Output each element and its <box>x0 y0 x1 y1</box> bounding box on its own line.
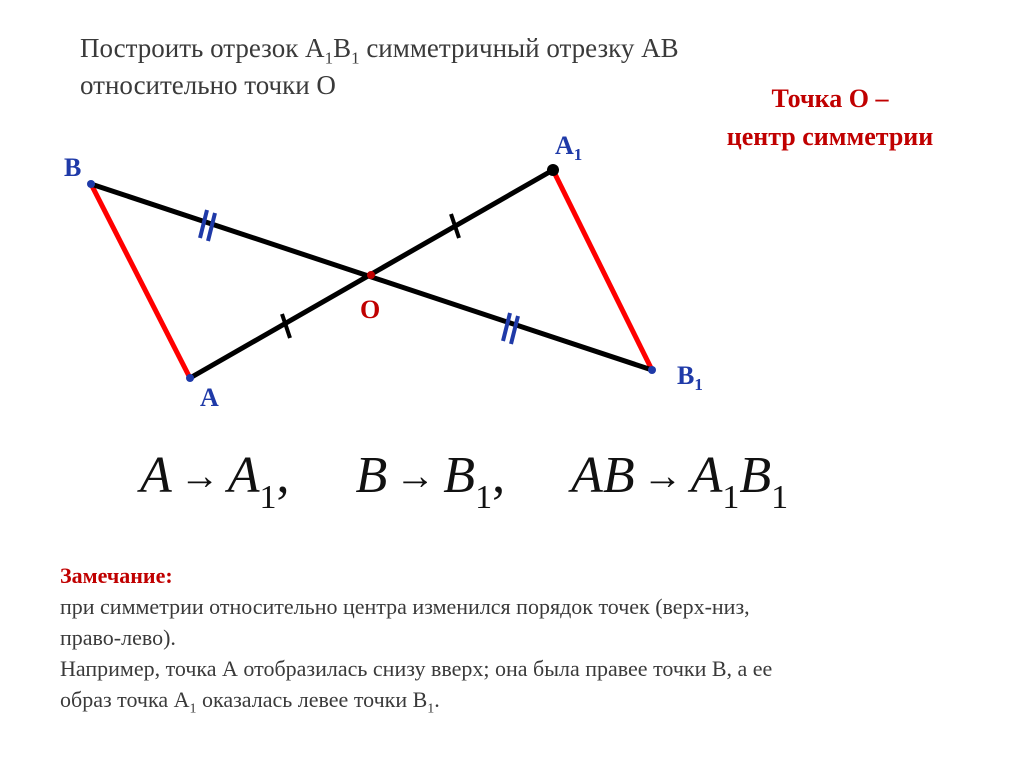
formula-comma: , <box>492 447 506 504</box>
label-a: A <box>200 383 219 412</box>
label-b1: $B_1$ <box>677 361 703 394</box>
double-tick-mark <box>503 313 510 341</box>
label-b: B <box>64 153 82 182</box>
remark-line: право-лево). <box>60 625 176 650</box>
label-o: O <box>360 295 381 324</box>
formula-symbol: A <box>227 447 260 504</box>
center-note-line-2: центр симметрии <box>726 122 934 151</box>
remark-line <box>60 684 1000 715</box>
formula-symbol: A <box>140 447 172 504</box>
task-subscript: 1 <box>351 48 360 68</box>
task-text: симметричный отрезку AB <box>359 33 679 63</box>
formula-subscript: 1 <box>475 479 493 516</box>
remark-line: Например, точка А отобразилась снизу вверх; она была правее точки В, а ее <box>60 656 773 681</box>
point-a <box>186 374 194 382</box>
task-subscript: 1 <box>324 48 334 68</box>
point-a1 <box>547 164 559 176</box>
remark-block <box>60 560 1000 715</box>
mapping-formula <box>140 446 940 526</box>
task-line-2: относительно точки O <box>80 70 336 100</box>
formula-symbol: A <box>690 447 723 504</box>
remark-line: при симметрии относительно центра изменился порядок точек (верх-низ, <box>60 594 750 619</box>
task-text: B <box>333 33 352 63</box>
remark-text: оказалась левее точки B <box>196 687 428 712</box>
center-note-line-1: Точка О – <box>771 84 889 113</box>
formula-subscript: 1 <box>259 479 277 516</box>
formula-symbol: AB <box>571 447 635 504</box>
formula-symbol: B <box>443 447 476 504</box>
formula-symbol: B <box>739 447 772 504</box>
arrow-icon: → <box>395 453 436 498</box>
point-b <box>87 180 95 188</box>
remark-heading: Замечание: <box>60 563 173 588</box>
formula-subscript: 1 <box>722 479 740 516</box>
label-a1: $A_1$ <box>555 131 583 164</box>
formula-symbol: B <box>355 447 388 504</box>
formula-subscript: 1 <box>771 479 789 516</box>
remark-text: . <box>434 687 440 712</box>
arrow-icon: → <box>179 453 220 498</box>
formula-comma: , <box>276 447 290 504</box>
arrow-icon: → <box>642 453 683 498</box>
point-o <box>367 271 375 279</box>
point-b1 <box>648 366 656 374</box>
remark-subscript: 1 <box>427 701 435 717</box>
task-text: Построить отрезок A <box>80 33 325 63</box>
remark-subscript: 1 <box>189 701 197 717</box>
double-tick-mark <box>511 316 518 344</box>
remark-text: образ точка A <box>60 687 190 712</box>
